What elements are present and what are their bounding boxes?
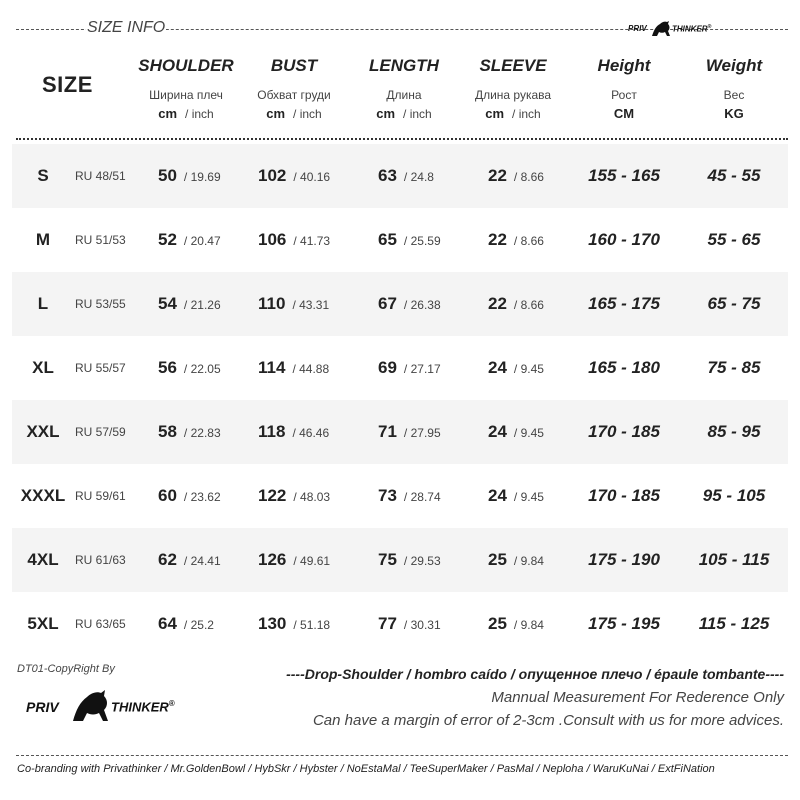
size-cell: 5XL	[27, 614, 59, 633]
table-row	[12, 400, 788, 464]
weight-cell: 75 - 85	[707, 358, 761, 377]
shoulder-cell: 64 / 25.2	[158, 614, 214, 633]
col-unit: KG	[724, 106, 744, 121]
length-cell: 77 / 30.31	[378, 614, 441, 633]
ru-size-cell: RU 55/57	[75, 361, 126, 375]
col-unit: CM	[613, 106, 635, 121]
bust-cell: 110 / 43.31	[258, 294, 330, 313]
length-cell: 75 / 29.53	[378, 550, 441, 569]
brand-left: PRIV	[628, 24, 647, 33]
table-row	[12, 144, 788, 208]
length-cell: 73 / 28.74	[378, 486, 441, 505]
table-row	[12, 272, 788, 336]
ru-size-cell: RU 48/51	[75, 169, 126, 183]
header-dotted-rule	[16, 138, 788, 140]
col-title: Height	[597, 56, 651, 75]
length-cell: 69 / 27.17	[378, 358, 441, 377]
brand-logo-small	[628, 20, 724, 38]
col-ru: Длина рукава	[474, 88, 552, 102]
shoulder-cell: 54 / 21.26	[158, 294, 221, 313]
brand-logo	[26, 688, 186, 724]
sleeve-cell: 22 / 8.66	[488, 230, 544, 249]
height-cell: 170 - 185	[588, 422, 660, 441]
col-height	[572, 56, 676, 121]
ru-size-cell: RU 63/65	[75, 617, 126, 631]
col-ru: Ширина плеч	[149, 88, 223, 102]
sleeve-cell: 24 / 9.45	[488, 422, 544, 441]
weight-cell: 45 - 55	[707, 166, 761, 185]
weight-cell: 115 - 125	[698, 614, 770, 633]
bottom-dashed-rule	[16, 755, 788, 756]
size-cell: 4XL	[27, 550, 59, 569]
size-header: SIZE	[42, 72, 93, 97]
col-title: Weight	[705, 56, 763, 75]
leaping-cat-icon	[70, 688, 110, 724]
height-cell: 175 - 190	[588, 550, 660, 569]
sleeve-cell: 22 / 8.66	[488, 294, 544, 313]
ru-size-cell: RU 53/55	[75, 297, 126, 311]
weight-cell: 105 - 115	[698, 550, 770, 569]
col-ru: Рост	[611, 88, 637, 102]
ru-size-cell: RU 59/61	[75, 489, 126, 503]
shoulder-cell: 62 / 24.41	[158, 550, 221, 569]
leaping-cat-icon	[650, 20, 672, 38]
col-sleeve	[460, 56, 566, 121]
weight-cell: 55 - 65	[707, 230, 761, 249]
height-cell: 170 - 185	[588, 486, 660, 505]
table-row	[12, 592, 788, 656]
ru-size-cell: RU 51/53	[75, 233, 126, 247]
size-cell: S	[37, 166, 49, 185]
col-title: LENGTH	[369, 56, 439, 75]
col-weight	[682, 56, 786, 121]
table-row	[12, 464, 788, 528]
bust-cell: 122 / 48.03	[258, 486, 331, 505]
sleeve-cell: 24 / 9.45	[488, 358, 544, 377]
table-row	[12, 336, 788, 400]
fit-note: ----Drop-Shoulder / hombro caído / опущенное плечо / épaule tombante----	[286, 666, 784, 682]
brand-right: THINKER®	[111, 699, 175, 715]
ru-size-cell: RU 57/59	[75, 425, 126, 439]
length-cell: 67 / 26.38	[378, 294, 441, 313]
sleeve-cell: 25 / 9.84	[488, 614, 544, 633]
section-title: SIZE INFO	[87, 19, 166, 36]
shoulder-cell: 56 / 22.05	[158, 358, 221, 377]
col-units: cm / inch	[266, 106, 322, 121]
shoulder-cell: 52 / 20.47	[158, 230, 221, 249]
ru-size-cell: RU 61/63	[75, 553, 126, 567]
sleeve-cell: 24 / 9.45	[488, 486, 544, 505]
copyright-text: DT01-CopyRight By	[17, 663, 115, 675]
col-ru: Вес	[723, 88, 745, 102]
size-cell: XXXL	[20, 486, 66, 505]
weight-cell: 85 - 95	[707, 422, 761, 441]
shoulder-cell: 50 / 19.69	[158, 166, 221, 185]
bust-cell: 130 / 51.18	[258, 614, 331, 633]
col-units: cm / inch	[485, 106, 541, 121]
weight-cell: 95 - 105	[702, 486, 766, 505]
sleeve-cell: 25 / 9.84	[488, 550, 544, 569]
shoulder-cell: 58 / 22.83	[158, 422, 221, 441]
bust-cell: 114 / 44.88	[258, 358, 330, 377]
brand-left: PRIV	[26, 699, 59, 715]
size-cell: XL	[32, 358, 54, 377]
height-cell: 165 - 175	[588, 294, 660, 313]
bust-cell: 118 / 46.46	[258, 422, 330, 441]
measurement-note: Mannual Measurement For Rederence Only	[491, 689, 784, 706]
col-units: cm / inch	[158, 106, 214, 121]
shoulder-cell: 60 / 23.62	[158, 486, 221, 505]
col-units: cm / inch	[376, 106, 432, 121]
height-cell: 165 - 180	[588, 358, 660, 377]
error-note: Can have a margin of error of 2-3cm .Consult with us for more advices.	[312, 712, 784, 729]
size-cell: M	[35, 230, 51, 249]
size-cell: XXL	[26, 422, 60, 441]
height-cell: 160 - 170	[588, 230, 660, 249]
table-row	[12, 208, 788, 272]
height-cell: 155 - 165	[588, 166, 660, 185]
weight-cell: 65 - 75	[707, 294, 761, 313]
bust-cell: 126 / 49.61	[258, 550, 331, 569]
height-cell: 175 - 195	[588, 614, 660, 633]
size-cell: L	[37, 294, 49, 313]
col-shoulder	[130, 56, 242, 121]
bust-cell: 102 / 40.16	[258, 166, 331, 185]
cobranding-text: Co-branding with Privathinker / Mr.GoldenBowl / HybSkr / Hybster / NoEstaMal / TeeSuperMaker / PasMal / Neploha / WaruKuNai / ExtFiNation	[17, 763, 715, 775]
bust-cell: 106 / 41.73	[258, 230, 331, 249]
col-ru: Обхват груди	[257, 88, 331, 102]
length-cell: 71 / 27.95	[378, 422, 441, 441]
col-length	[352, 56, 456, 121]
length-cell: 63 / 24.8	[378, 166, 434, 185]
col-title: SLEEVE	[479, 56, 547, 75]
col-title: SHOULDER	[138, 56, 234, 75]
col-title: BUST	[270, 56, 318, 75]
col-ru: Длина	[386, 88, 422, 102]
length-cell: 65 / 25.59	[378, 230, 441, 249]
col-bust	[240, 56, 348, 121]
table-row	[12, 528, 788, 592]
brand-right: THINKER®	[672, 24, 712, 34]
sleeve-cell: 22 / 8.66	[488, 166, 544, 185]
